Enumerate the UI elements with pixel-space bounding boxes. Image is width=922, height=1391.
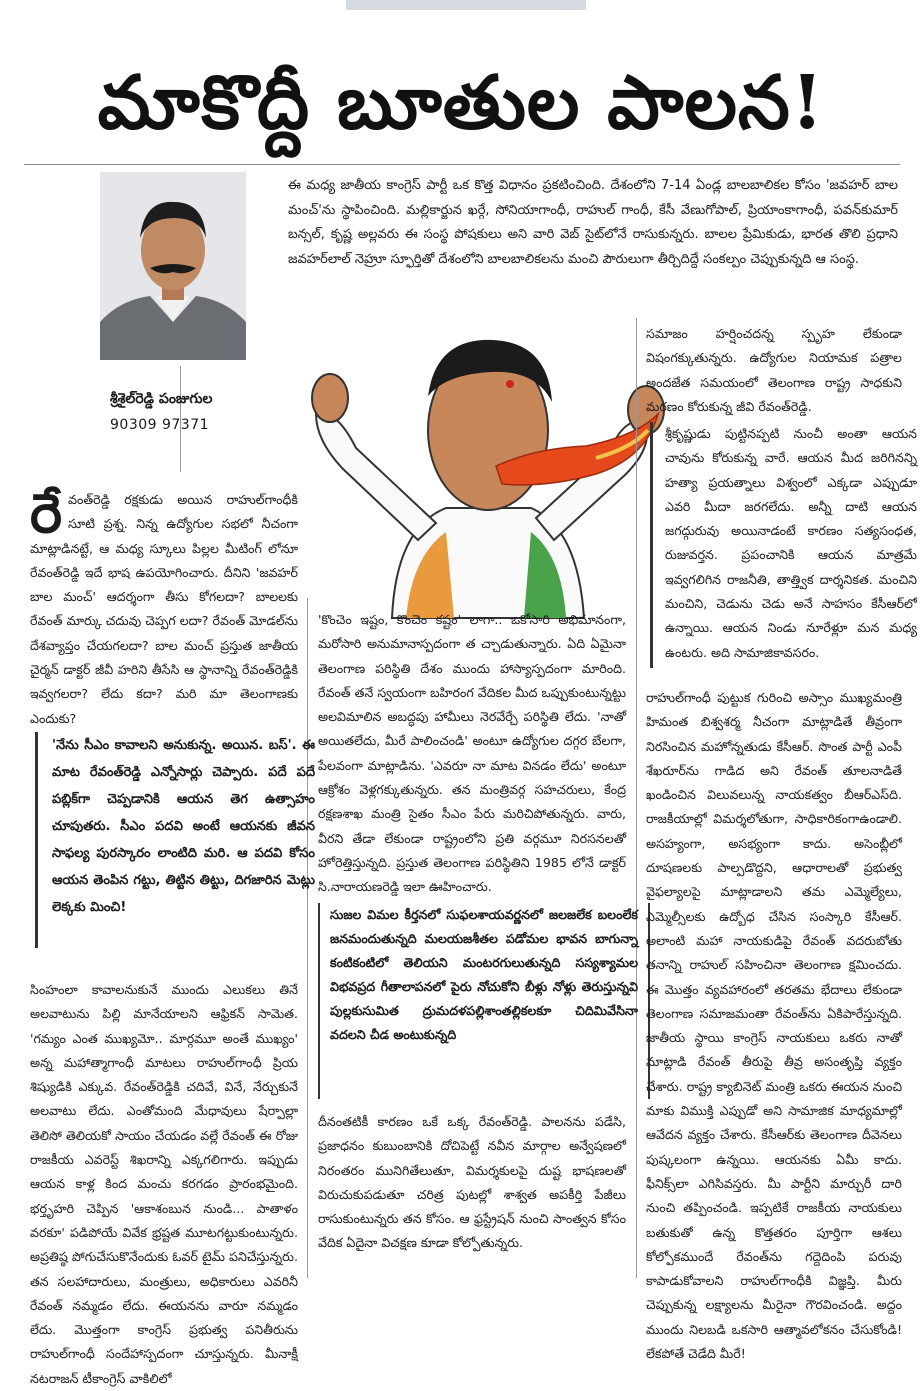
col2-paragraph-1: 'కొంచెం ఇష్టం, కొంచెం కష్టం' లాగా.. ఒకోసారి అభిమానంగా, మరోసారి అనుమానాస్పదంగా త చ్చాడుతున్నారు. ఏది ఏమైనా తెలంగాణ పరిస్థితి దేశం ముందు హాస్యాస్పదంగా మారింది. రేవంత్ తనే స్వయంగా బహిరంగ వేదికల మీద ఒప్పుకుంటున్నట్టు అలవిమాలిన అబద్ధపు హామీలు నెరవేర్చే పరిస్థితి లేదు. 'నాతో అయితలేదు, మీరే పాలించండి' అంటూ ఉద్యోగుల దగ్గర బేలగా, పేలవంగా మాట్లాడిను. 'ఎవరూ నా మాట వినడం లేదు' అంటూ ఆక్రోశం వెళ్లగక్కుతున్నరు. తన మంత్రివర్గ సహచరులు, కేంద్ర రక్షణశాఖ మంత్రి సైతం సీఎం పేరు మరిచిపోతున్నరు. వారు, వీరని తేడా లేకుండా రాష్ట్రంలోని ప్రతి వర్గమూ నిరసనలతో హోరెత్తిస్తున్నది. ప్రస్తుత తెలంగాణ పరిస్థితిని 1985 లోనే డాక్టర్ సి.నారాయణరెడ్డి ఇలా ఊహించారు. — [318, 612, 626, 895]
poem-text: సుజల విమల కీర్తనలో సుఫలశాయవర్ణనలో జలజలేక బలంలేక జనమందుతున్నది మలయజశీతల పడోమల భావన బాగున్నా కంటికంటిలో తెలియని మంటరగులుతున్నది సస్యశ్యామల విభవప్రద గీతాలాపనలో పైరు నోచుకోని బీళ్లు నోళ్లు తెరుస్తున్నవి పుల్లకుసుమిత ద్రుమదళపల్లిశాంతల్లికలకూ చిదిమివేసినా వదలని చీడ అంటుకున్నది — [330, 907, 638, 1042]
col1-paragraph-2: సింహంలా కావాలనుకునే ముందు ఎలుకలు తినే అలవాటును పిల్లి మానేయాలని ఆఫ్రికన్ సామెత. 'గమ్యం ఎంత ముఖ్యమో.. మార్గమూ అంతే ముఖ్యం' అన్న మహాత్మాగాంధీ మాటలు రాహుల్‌గాంధీ ప్రియ శిష్యుడికి ఎక్కువ. రేవంత్‌రెడ్డికి చదివే, వినే, నేర్చుకునే అలవాటు లేదు. ఎంతోమంది మేధావులు షేర్పాల్లా తెలిసో తెలియకో సాయం చేయడం వల్లే రేవంత్ ఈ రోజు రాజకీయ ఎవరెస్ట్ శిఖరాన్ని ఎక్కగలిగారు. ఇప్పుడు ఆయన కాళ్ల కింద మంచు కరగడం ప్రారంభమైంది. భర్తృహరి చెప్పిన 'ఆకాశంబున నుండి... పాతాళం వరకూ' పడిపోయే వివేక భ్రష్టత మూటగట్టుకుంటున్నరు. అప్రతిష్ఠ పోగుచేసుకొనేందుకు ఓవర్ టైమ్ పనిచేస్తున్నరు. తన సలహాదారులు, మంత్రులు, అధికారులు ఎవరినీ రేవంత్ నమ్మడం లేదు. ఈయనను వారూ నమ్మడం లేదు. మొత్తంగా కాంగ్రెస్ ప్రభుత్వ పనితీరును రాహుల్‌గాంధీ సందేహాస్పదంగా చూస్తున్నరు. మీనాక్షీ నటరాజన్ టీకాంగ్రెస్ వాకిలిలో — [30, 982, 298, 1386]
author-block — [110, 386, 290, 438]
title-divider — [24, 164, 900, 165]
drop-cap: రే — [30, 481, 63, 545]
right-quote-text: శ్రీకృష్ణుడు పుట్టినప్పటి నుంచీ అంతా ఆయన చావును కోరుకున్న వారే. ఆయన మీద జరిగినన్ని హత్యా ప్రయత్నాలు విశ్వంలో ఎక్కడా ఎప్పుడూ ఎవరి మీదా జరగలేదు. అన్నీ దాటి ఆయన జగద్గురువు అయినాడంటే కారణం సత్యసంధత, రుజువర్తన. ప్రపంచానికి ఆయన మాత్రమే ఇవ్వగలిగిన రాజనీతి, తాత్త్విక దార్శనికత. మంచిని మంచిని, చెడును చెడు అనే సాహసం కేసీఆర్‌లో ఉన్నాయి. ఆయన నిండు నూరేళ్లూ మన మధ్య ఉంటరు. అది సామాజికావసరం. — [665, 426, 917, 660]
left-quote-text: 'నేను సీఎం కావాలని అనుకున్న. అయిన. బస్'. ఈ మాట రేవంత్‌రెడ్డి ఎన్నోసార్లు చెప్పారు. పదే పదే పబ్లిక్‌గా చెప్పడానికి ఆయన తెగ ఉత్సాహం చూపుతరు. సీఎం పదవి అంటే ఆయనకు జీవన సాఫల్య పురస్కారం లాంటిది మరి. ఆ పదవి కోసం ఆయన తెంపిన గట్టు, తిట్టిన తిట్టు, దిగజారిన మెట్లు లెక్కకు మించి! — [52, 738, 315, 915]
right-pull-quote — [650, 422, 917, 668]
col1-paragraph-1 — [30, 481, 298, 726]
col3-paragraph-2: రాహుల్‌గాంధీ పుట్టుక గురించి అస్సాం ముఖ్యమంత్రి హిమంత బిశ్వశర్మ నీచంగా మాట్లాడితే తీవ్రంగా నిరసించిన మహోన్నతుడు కేసీఆర్. సొంత పార్టీ ఎంపీ శేఖరూర్‌ను గాడిద అని రేవంత్ తూలనాడితే ఖండించిన విలువలున్న నాయకత్వం బీఆర్‌ఎస్‌ది. రాజకీయాల్లో విమర్శలోతుగా, సాధికారికంగాఉండాలి. అసహ్యంగా, అసభ్యంగా కాదు. అసెంబ్లీలో దూషణలకు పాల్పడొద్దని, ఆధారాలతో ప్రభుత్వ వైఫల్యాలపై మాట్లాడాలని తమ ఎమ్మెల్యేలు, ఎమ్మెల్సీలకు ఉద్బోధ చేసిన సంస్కారి కేసీఆర్. అలాంటి మహా నాయకుడిపై రేవంత్ వదరుబోతు తనాన్ని రాహుల్ సహించినా తెలంగాణ క్షమించదు. ఈ మొత్తం వ్యవహారంలో తరతమ భేదాలు లేకుండా తెలంగాణ సమాజమంతా రేవంత్‌ను ఏకిపారేస్తున్నది. జాతీయ స్థాయి కాంగ్రెస్ నాయకులు ఒకరు నాతో మాట్లాడి రేవంత్ తీరుపై తీవ్ర అసంతృప్తి వ్యక్తం చేశారు. రాష్ట్ర క్యాబినెట్ మంత్రి ఒకరు ఈయన నుంచి మాకు విముక్తి ఎప్పుడో అని సామాజిక మాధ్యమాల్లో ఆవేదన వ్యక్తం చేశారు. కేసీఆర్‌కు తెలంగాణ దీవెనలు పుష్కలంగా ఉన్నయి. ఆయనకు ఏమీ కాదు. ఫీనిక్స్‌లా ఎగిసివస్తరు. మీ పార్టీని మార్చురీ దారి నుంచి తప్పించండి. ఇప్పటికే రాజకీయ నాయకులు బతుకుతో ఉన్న కొత్తతరం పూర్తిగా ఆశలు కోల్పోకముందే రేవంత్‌ను గద్దెదింపి పరువు కాపాడుకోవాలని రాహుల్‌గాంధీకి విజ్ఞప్తి. మీరు చెప్పుకున్న లక్ష్యాలను మీరైనా గౌరవించండి. అద్దం ముందు నిలబడి ఒకసారి ఆత్మావలోకనం చేసుకోండి! లేకపోతే చెడేది మీరే! — [646, 690, 902, 1362]
column-divider-2 — [636, 318, 637, 1278]
author-photo — [100, 172, 246, 360]
author-name: శ్రీశైల్‌రెడ్డి పంజుగుల — [110, 391, 213, 407]
top-tab-strip — [346, 0, 586, 10]
poem-box — [318, 903, 650, 1099]
page-title: మాకొద్దీ బూతుల పాలన! — [97, 60, 825, 146]
author-phone: 90309 97371 — [110, 417, 210, 433]
cartoon-illustration — [296, 318, 676, 618]
intro-paragraph: ఈ మధ్య జాతీయ కాంగ్రెస్ పార్టీ ఒక కొత్త విధానం ప్రకటించింది. దేశంలోని 7-14 ఏండ్ల బాలబాలికల కోసం 'జవహర్ బాల మంచ్'ను స్థాపించింది. మల్లికార్జున ఖర్గే, సోనియాగాంధీ, రాహుల్ గాంధీ, కేసీ వేణుగోపాల్, ప్రియాంకాగాంధీ, పవన్‌కుమార్ బన్సల్, కృష్ణ అల్లవరు ఈ సంస్థ పోషకులు అని వారి వెబ్ సైట్‌లోనే రాసుకున్నరు. బాలల ప్రేమికుడు, భారత తొలి ప్రధాని జవహర్‌లాల్ నెహ్రూ స్ఫూర్తితో దేశంలోని బాలబాలికలను మంచి పౌరులుగా తీర్చిదిద్దే సంకల్పం చెప్పుకున్నది ఆ సంస్థ. — [288, 178, 898, 267]
col2-paragraph-2: దీనంతటికీ కారణం ఒకే ఒక్క రేవంత్‌రెడ్డి. పాలనను పడేసి, ప్రజాధనం కుబుంబానికి దోచిపెట్టే నవీన మార్గాల అన్వేషణలో నిరంతరం మునిగితేలుతూ, విమర్శకులపై దుష్ట భాషణలతో విరుచుకుపడుతూ చరిత్ర పుటల్లో శాశ్వత అపకీర్తి పేజీలు రాసుకుంటున్నరు తన కోసం. ఆ ఫ్రస్ట్రేషన్ నుంచి సాంత్వన కోసం వేదిక ఏదైనా విచక్షణ కూడా కోల్పోతున్నరు. — [318, 1114, 626, 1251]
col1-p1-text: వంత్‌రెడ్డి రక్షకుడు అయిన రాహుల్‌గాంధీకి సూటి ప్రశ్న. నిన్న ఉద్యోగుల సభలో నీచంగా మాట్లాడినట్టే, ఆ మధ్య స్కూలు పిల్లల మీటింగ్ లోనూ రేవంత్‌రెడ్డి ఇదే భాష ఉపయోగించారు. దీనిని 'జవహర్ బాల మంచ్' ఆదర్శంగా తీసు కోగలదా? బాలలకు రేవంత్ మార్కు చదువు చెప్పగ లదా? రేవంత్ మోడల్‌ను దేశవ్యాప్తం చేయగలదా? బాల మంచ్ ప్రస్తుత జాతీయ చైర్మన్ డాక్టర్ జీవీ హరిని తీసేసి ఆ స్థానాన్ని రేవంత్‌రెడ్డికి ఇవ్వగలరా? లేదు కదా? మరి మా తెలంగాణకు ఎందుకు? — [30, 492, 298, 726]
col3-paragraph-1: సమాజం హర్షించదన్న స్పృహ లేకుండా విషంగక్కుతున్నరు. ఉద్యోగుల నియామక పత్రాల అందజేత సమయంలో తెలంగాణ రాష్ట్ర సాధకుని మరణం కోరుకున్న జీవి రేవంత్‌రెడ్డి. — [646, 326, 902, 414]
left-pull-quote — [35, 732, 315, 948]
